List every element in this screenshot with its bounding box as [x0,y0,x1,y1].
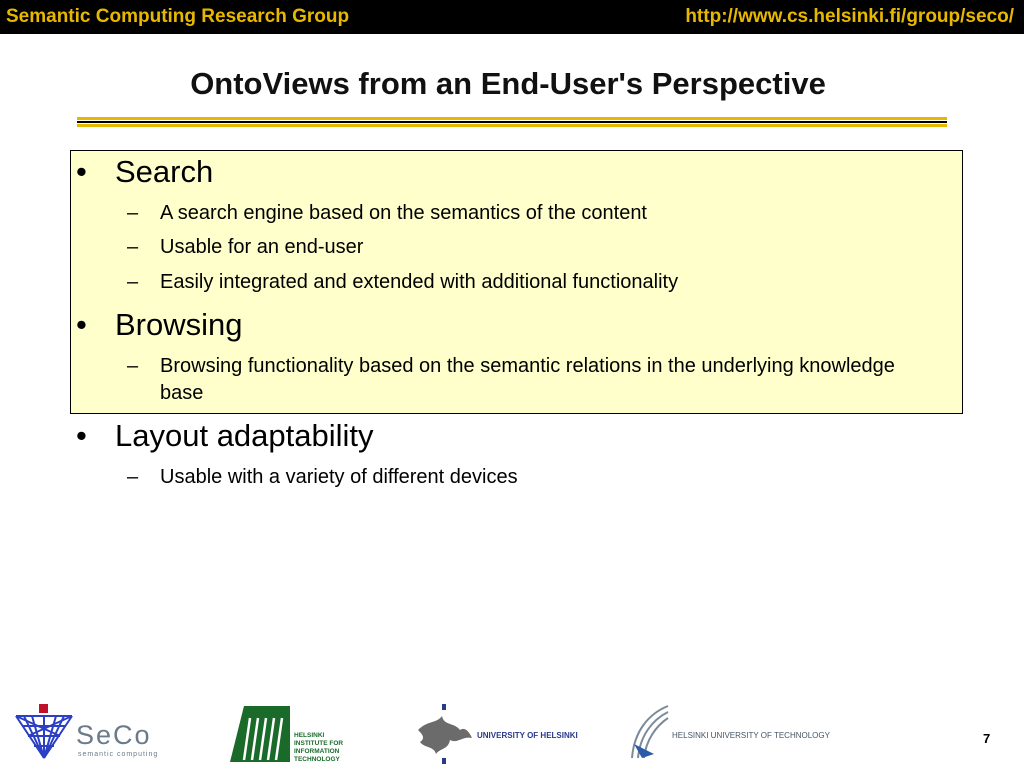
page-number: 7 [983,731,991,746]
sub-bullet-marker: – [127,466,139,488]
sub-bullet-text: Browsing functionality based on the semantic relations in the underlying knowledge base [160,355,895,404]
hut-logo [628,704,848,762]
hiit-logo-line: HELSINKI [294,732,325,739]
bullet-text: Browsing [115,307,243,342]
slide-title: OntoViews from an End-User's Perspective [190,66,826,101]
hut-wing-icon [628,704,672,760]
bullet-text: Search [115,154,214,189]
bullet-marker: • [76,154,87,189]
bullet-marker: • [76,418,87,453]
sub-bullet-text: A search engine based on the semantics of the content [160,202,647,224]
seco-logo-subtitle: semantic computing [78,751,159,758]
hiit-logo [228,700,358,766]
hiit-logo-text [294,732,343,764]
hiit-logo-line: INFORMATION [294,748,340,755]
sub-bullet-text: Usable for an end-user [160,236,364,258]
group-url[interactable]: http://www.cs.helsinki.fi/group/seco/ [685,6,1014,27]
seco-logo [14,702,174,760]
sub-bullet-text: Usable with a variety of different devices [160,466,518,488]
uh-logo [414,704,594,764]
sub-bullet-marker: – [127,271,139,293]
sub-bullet-marker: – [127,355,139,377]
footer-logos [0,690,1024,768]
hut-logo-text: HELSINKI UNIVERSITY OF TECHNOLOGY [672,731,830,740]
bullet-text: Layout adaptability [115,418,374,453]
sub-bullet-text: Easily integrated and extended with additional functionality [160,271,679,293]
hiit-logo-line: TECHNOLOGY [294,756,340,763]
hiit-logo-line: INSTITUTE FOR [294,740,344,747]
hiit-mark-icon [228,700,292,764]
bullet-marker: • [76,307,87,342]
group-name: Semantic Computing Research Group [6,6,350,27]
sub-bullet-marker: – [127,236,139,258]
uh-flame-icon [414,704,474,764]
seco-mark-icon [14,702,74,760]
seco-logo-word: SeCo [76,720,152,750]
uh-logo-text: UNIVERSITY OF HELSINKI [477,731,578,740]
sub-bullet-marker: – [127,202,139,224]
